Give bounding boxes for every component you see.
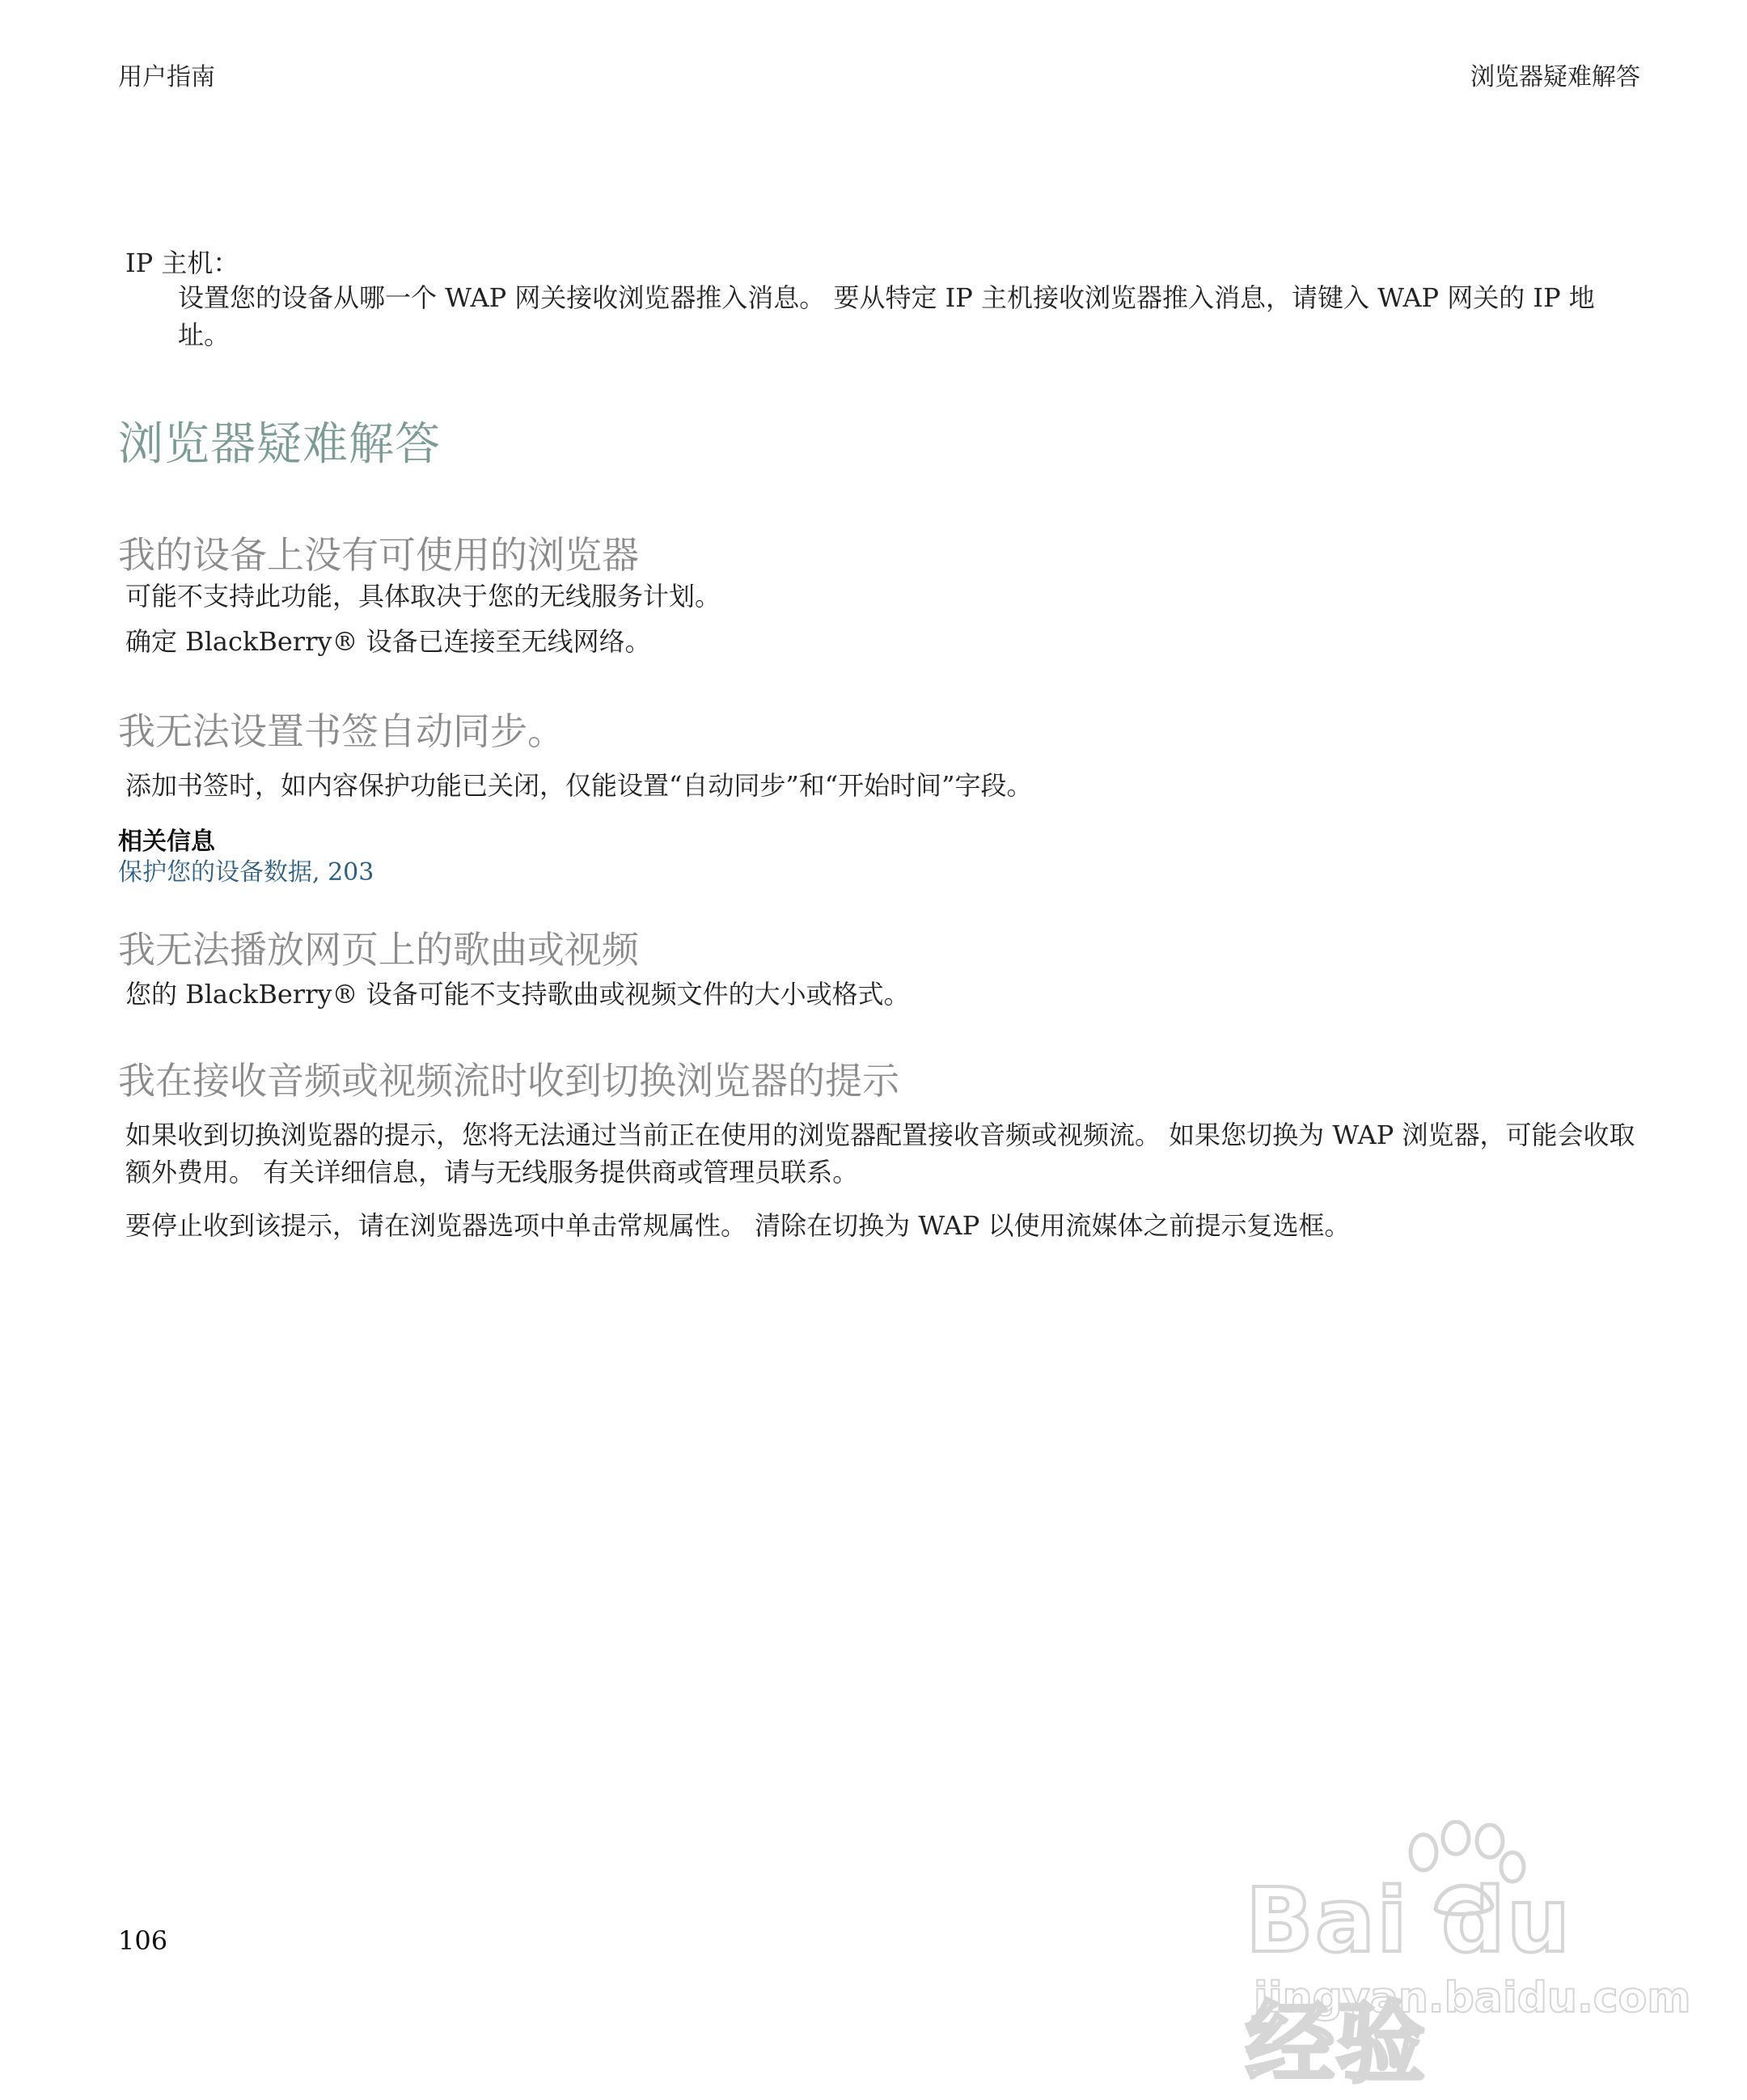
header-right-title: 浏览器疑难解答 (1470, 63, 1640, 91)
header-left-title: 用户指南 (118, 63, 215, 91)
topic-paragraph: 确定 BlackBerry® 设备已连接至无线网络。 (125, 626, 651, 657)
topic-heading-switch-browser: 我在接收音频或视频流时收到切换浏览器的提示 (118, 1059, 899, 1103)
watermark-brand: Bai du 经验 (1246, 1869, 1572, 2095)
topic-paragraph: 添加书签时，如内容保护功能已关闭，仅能设置“自动同步”和“开始时间”字段。 (125, 770, 1033, 801)
section-title: 浏览器疑难解答 (118, 418, 441, 471)
topic-heading-no-browser: 我的设备上没有可使用的浏览器 (118, 533, 639, 577)
topic-heading-media-play: 我无法播放网页上的歌曲或视频 (118, 928, 639, 972)
topic-paragraph: 如果收到切换浏览器的提示，您将无法通过当前正在使用的浏览器配置接收音频或视频流。 如果您切换为 WAP 浏览器，可能会收取额外费用。 有关详细信息，请与无线服务提供商或管理员联系。 (125, 1120, 1635, 1188)
topic-paragraph: 您的 BlackBerry® 设备可能不支持歌曲或视频文件的大小或格式。 (125, 979, 910, 1010)
watermark (1246, 1820, 1691, 2095)
topic-paragraph: 可能不支持此功能，具体取决于您的无线服务计划。 (125, 581, 721, 612)
related-info-link[interactable]: 保护您的设备数据, 203 (118, 858, 374, 887)
ip-host-description: 设置您的设备从哪一个 WAP 网关接收浏览器推入消息。 要从特定 IP 主机接收浏览器推入消息，请键入 WAP 网关的 IP 地址。 (178, 282, 1595, 350)
ip-host-term: IP 主机： (125, 248, 239, 278)
related-info-label: 相关信息 (118, 828, 215, 856)
topic-heading-bookmark-sync: 我无法设置书签自动同步。 (118, 709, 565, 753)
topic-paragraph: 要停止收到该提示，请在浏览器选项中单击常规属性。 清除在切换为 WAP 以使用流媒体之前提示复选框。 (125, 1210, 1351, 1241)
page-number: 106 (118, 1925, 168, 1956)
watermark-url: jingyan.baidu.com (1254, 1974, 1691, 2022)
